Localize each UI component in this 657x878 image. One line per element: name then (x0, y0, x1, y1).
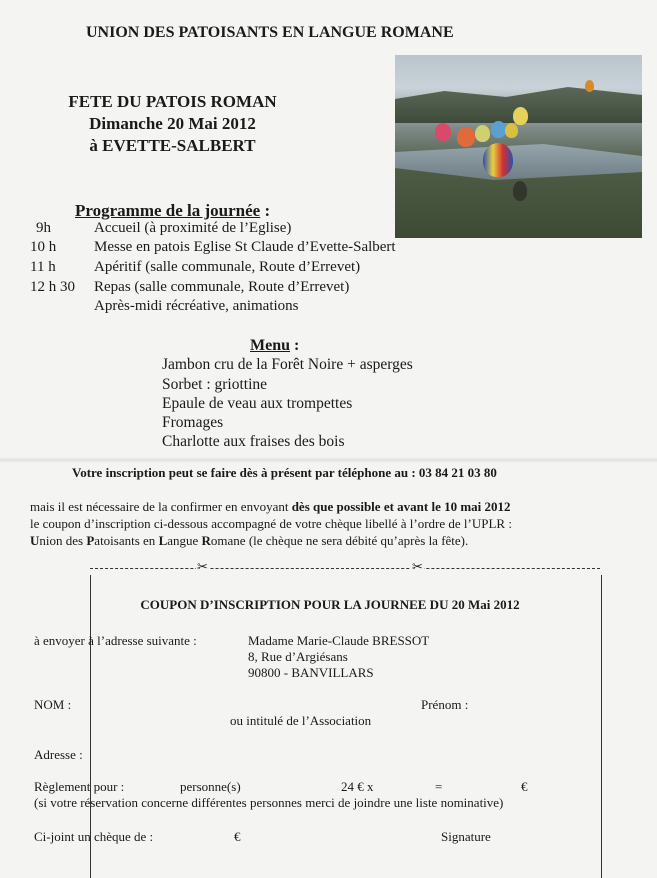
phone-registration-line: Votre inscription peut se faire dès à présent par téléphone au : 03 84 21 03 80 (72, 465, 497, 480)
cheque-euro-sign: € (234, 829, 241, 844)
cut-line (90, 568, 600, 569)
programme-time: 10 h (30, 239, 57, 255)
adresse-label: Adresse : (34, 747, 83, 762)
menu-item: Charlotte aux fraises des bois (162, 433, 345, 450)
address-line: Madame Marie-Claude BRESSOT (248, 633, 430, 648)
coupon-title: COUPON D’INSCRIPTION POUR LA JOURNEE DU 20 Mai 2012 (140, 597, 520, 612)
menu-item: Fromages (162, 414, 224, 431)
event-place: à EVETTE-SALBERT (89, 136, 256, 155)
signature-label: Signature (441, 829, 491, 844)
programme-item: Apéritif (salle communale, Route d’Errevet) (94, 259, 361, 275)
programme-item: Messe en patois Eglise St Claude d’Evette-Salbert (94, 239, 396, 255)
prenom-label: Prénom : (421, 697, 469, 712)
scissors-icon: ✂ (197, 560, 208, 575)
confirmation-text: mais il est nécessaire de la confirmer en envoyant dès que possible et avant le 10 mai 2012 (30, 499, 511, 514)
event-date: Dimanche 20 Mai 2012 (89, 114, 256, 133)
address-line: 90800 - BANVILLARS (248, 665, 374, 680)
euro-sign: € (521, 779, 528, 794)
scissors-icon: ✂ (412, 560, 423, 575)
address-line: 8, Rue d’Argiésans (248, 649, 348, 664)
personnes-label: personne(s) (180, 779, 241, 794)
equals-sign: = (435, 779, 443, 794)
programme-heading: Programme de la journée : (75, 201, 271, 220)
paper-fold-line (0, 457, 657, 463)
event-title: FETE DU PATOIS ROMAN (68, 92, 277, 111)
union-name-text: Union des Patoisants en Langue Romane (le chèque ne sera débité qu’après la fête). (30, 533, 469, 548)
programme-item: Accueil (à proximité de l’Eglise) (94, 220, 292, 236)
price-label: 24 € x (341, 779, 374, 794)
programme-item: Repas (salle communale, Route d’Errevet) (94, 279, 350, 295)
cheque-label: Ci-joint un chèque de : (34, 829, 154, 844)
menu-item: Jambon cru de la Forêt Noire + asperges (162, 356, 413, 373)
send-to-label: à envoyer à l’adresse suivante : (34, 633, 197, 648)
menu-item: Epaule de veau aux trompettes (162, 395, 353, 412)
programme-time: 9h (36, 220, 51, 236)
reglement-label: Règlement pour : (34, 779, 125, 794)
menu-heading: Menu : (250, 337, 300, 354)
programme-time: 12 h 30 (30, 279, 75, 295)
reservation-note: (si votre réservation concerne différentes personnes merci de joindre une liste nominative) (34, 795, 504, 810)
menu-item: Sorbet : griottine (162, 376, 268, 393)
nom-label: NOM : (34, 697, 72, 712)
programme-item: Après-midi récréative, animations (94, 298, 299, 314)
hot-air-balloons-photo (395, 55, 642, 238)
programme-time: 11 h (30, 259, 56, 275)
coupon-instruction-text: le coupon d’inscription ci-dessous accompagné de votre chèque libellé à l’ordre de l’UPLR : (30, 516, 512, 531)
association-label: ou intitulé de l’Association (230, 713, 372, 728)
organization-title: UNION DES PATOISANTS EN LANGUE ROMANE (86, 24, 454, 41)
